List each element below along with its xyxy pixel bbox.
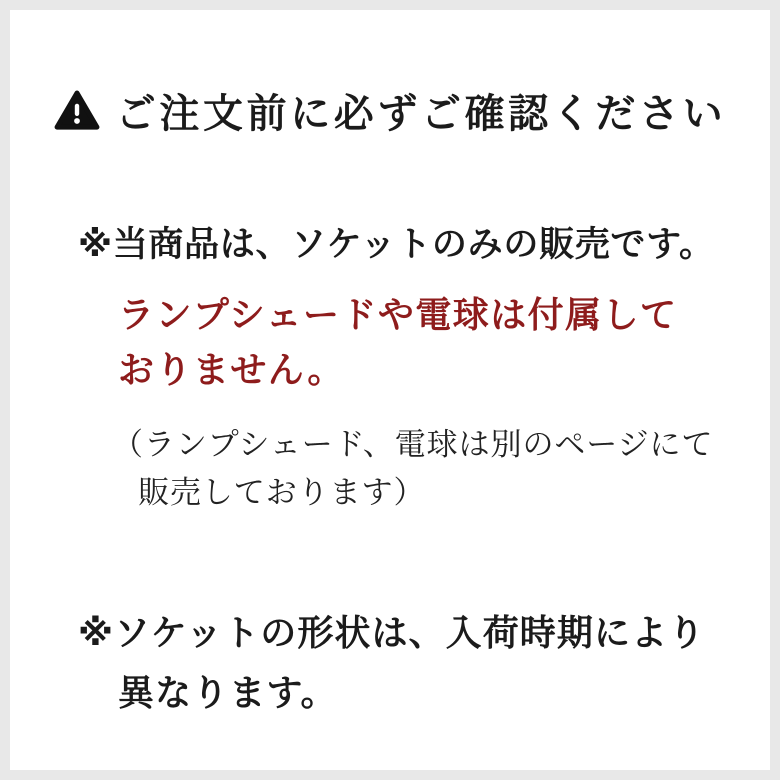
parenthetical-line: （ランプシェード、電球は別のページにて: [112, 427, 714, 463]
page-title-row: [10, 82, 770, 139]
notice-product: [78, 217, 770, 517]
page-title: ご注文前に必ずご確認ください: [115, 92, 727, 136]
notice-product-parenthetical: [78, 421, 770, 517]
notice-product-emphasis: [78, 287, 770, 397]
notice-socket-line: ※ソケットの形状は、入荷時期により: [78, 612, 706, 654]
notice-socket-line: 異なります。: [118, 672, 338, 714]
emphasis-line: おりません。: [118, 349, 345, 391]
emphasis-line: ランプシェードや電球は付属して: [118, 294, 678, 335]
notice-product-lead: ※当商品は、ソケットのみの販売です。: [78, 225, 715, 264]
notice-card: [10, 10, 770, 770]
warning-triangle-icon: [54, 88, 100, 134]
parenthetical-line: 販売しております）: [138, 475, 426, 511]
notice-socket: [78, 603, 770, 723]
